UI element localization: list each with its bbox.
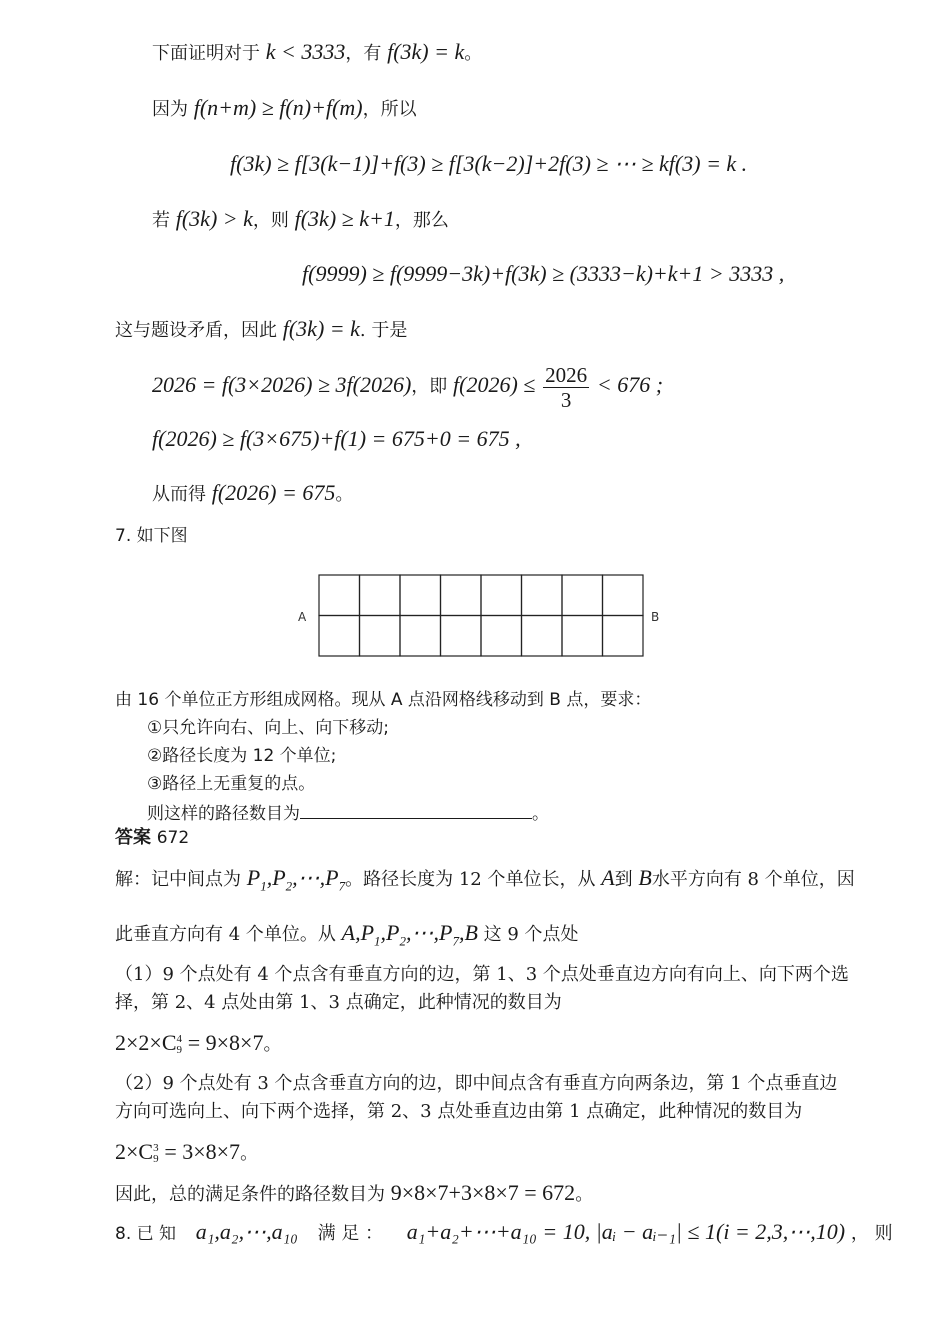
proof-line-7: 2026 = f(3×2026) ≥ 3f(2026)，即 f(2026) ≤ $\frac{2026}{3}$ < 676 ; [152, 362, 664, 412]
grid-cell [400, 575, 441, 616]
conclusion: 因此，总的满足条件的路径数目为 9×8×7+3×8×7 = 672。 [115, 1180, 594, 1205]
q7-question: 则这样的路径数目为 。 [147, 800, 549, 826]
q7-description: 由 16 个单位正方形组成网格。现从 A 点沿网格线移动到 B 点，要求： [115, 690, 652, 710]
grid-cell [400, 616, 441, 657]
all-points-sequence: $A,P_1,P_2,\cdots,P_7,B$ [341, 920, 478, 949]
grid-cell [562, 616, 603, 657]
point-b-label: B [651, 610, 660, 624]
proof-line-9: 从而得 f(2026) = 675。 [152, 480, 354, 505]
grid-cell [603, 575, 644, 616]
case-1-formula: 2×2×C 4 9 = 9×8×7。 [115, 1030, 282, 1056]
grid-cell [603, 616, 644, 657]
case-2-line-2: 方向可选向上、向下两个选择，第 2、3 点处垂直边由第 1 点确定，此种情况的数目为 [115, 1101, 803, 1122]
grid-cell [481, 616, 522, 657]
q7-solution-line-2: 此垂直方向有 4 个单位。从 $A,P_1,P_2,\cdots,P_7,B$ 这 9 个点处 [115, 920, 579, 949]
grid-cell [441, 616, 482, 657]
q8-line: 8. 已 知 a₁,a₂,⋯,a₁₀ 满 足 ： a₁+a₂+⋯+a₁₀ = 10, |aᵢ − aᵢ₋₁| ≤ 1(i = 2,3,⋯,10) ， 则 [115, 1219, 893, 1244]
point-a-label: A [298, 610, 307, 624]
grid-cell [319, 616, 360, 657]
q7-title: 7. 如下图 [115, 526, 188, 546]
grid-cell [522, 616, 563, 657]
q7-answer: 答案 672 [115, 827, 190, 848]
proof-line-6: 这与题设矛盾，因此 f(3k) = k. 于是 [115, 316, 408, 341]
grid-cell [360, 616, 401, 657]
grid-cell [562, 575, 603, 616]
grid-cell [441, 575, 482, 616]
proof-line-4: 若 f(3k) > k，则 f(3k) ≥ k+1，那么 [152, 206, 449, 231]
q7-solution-line-1: 解：记中间点为 $P_1,P_2,\cdots,P_7$。路径长度为 12 个单位长，从 A到 B水平方向有 8 个单位，因 [115, 865, 855, 894]
case-1-line-1: （1）9 个点处有 4 个点含有垂直方向的边，第 1、3 个点处垂直边方向有向上、向下两个选 [115, 964, 849, 985]
points-sequence: $P_1,P_2,\cdots,P_7$ [246, 865, 346, 894]
q7-requirement-2: ②路径长度为 12 个单位; [147, 746, 337, 766]
case-2-line-1: （2）9 个点处有 3 个点含垂直方向的边，即中间点含有垂直方向两条边，第 1 个点垂直边 [115, 1073, 838, 1094]
grid-cell [481, 575, 522, 616]
answer-blank [300, 800, 532, 819]
grid-figure [290, 567, 670, 667]
q7-requirement-1: ①只允许向右、向上、向下移动; [147, 718, 389, 738]
case-2-formula: 2×C 3 9 = 3×8×7。 [115, 1139, 259, 1165]
grid-cell [319, 575, 360, 616]
grid-cell [522, 575, 563, 616]
fraction-2026-over-3: $\frac{2026}{3}$ [545, 362, 588, 412]
case-1-line-2: 择，第 2、4 点处由第 1、3 点确定，此种情况的数目为 [115, 992, 562, 1013]
proof-line-2: 因为 f(n+m) ≥ f(n)+f(m)，所以 [152, 95, 417, 120]
proof-line-3: f(3k) ≥ f[3(k−1)]+f(3) ≥ f[3(k−2)]+2f(3) ≥ ⋯ ≥ kf(3) = k . [230, 151, 748, 176]
proof-line-1: 下面证明对于 k < 3333，有 f(3k) = k。 [152, 39, 483, 64]
grid-cell [360, 575, 401, 616]
grid [319, 575, 643, 656]
q7-requirement-3: ③路径上无重复的点。 [147, 774, 316, 794]
proof-line-8: f(2026) ≥ f(3×675)+f(1) = 675+0 = 675 , [152, 426, 521, 451]
proof-line-5: f(9999) ≥ f(9999−3k)+f(3k) ≥ (3333−k)+k+1 > 3333 , [302, 261, 785, 286]
